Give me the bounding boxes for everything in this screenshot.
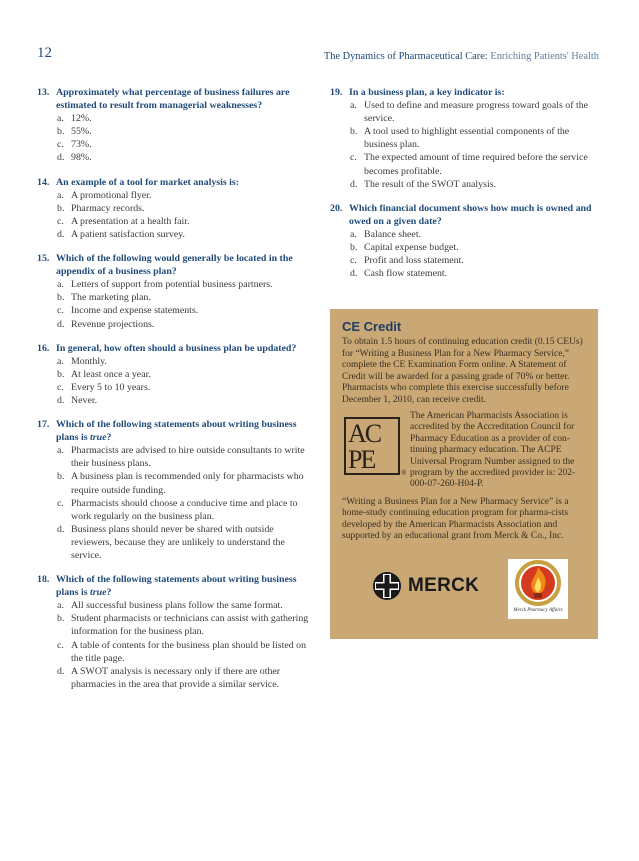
option-letter: a.	[57, 113, 64, 125]
option-text: Monthly.	[71, 355, 107, 367]
option-text: 55%.	[71, 126, 92, 138]
question-stem	[37, 86, 309, 112]
question-text: In a business plan, a key indicator is:	[349, 87, 505, 98]
option-letter: b.	[57, 202, 65, 214]
question-number: 14.	[37, 176, 50, 188]
question-number: 19.	[330, 87, 343, 98]
answer-option	[330, 228, 602, 241]
question-number: 15.	[37, 253, 50, 265]
option-text: The expected amount of time required before the service becomes profitable.	[364, 152, 588, 177]
answer-option	[37, 304, 309, 317]
option-text: Pharmacists are advised to hire outside consultants to write their business plans.	[71, 445, 305, 470]
option-letter: b.	[350, 126, 358, 138]
question-item	[37, 176, 309, 241]
option-text: Student pharmacists or technicians can assist with gathering information for the business plan.	[71, 613, 309, 638]
option-text: Capital expense budget.	[364, 242, 459, 254]
option-letter: a.	[57, 189, 64, 201]
option-letter: c.	[57, 639, 64, 651]
acpe-logo	[344, 417, 400, 475]
answer-option	[37, 612, 309, 638]
answer-option	[37, 444, 309, 470]
merck-logo	[372, 571, 479, 601]
question-number: 17.	[37, 419, 50, 431]
ce-credit-title: CE Credit	[342, 319, 402, 334]
accreditation-statement: The American Pharmacists Association is accredited by the Accreditation Council for Pharmacy Education as a provider of con-tinuing pharmacy education. The ACPE Universal Program Number assigned to the program by the accredited provider is: 202-000-07-260-H04-P.	[410, 411, 576, 490]
option-text: A SWOT analysis is necessary only if there are other pharmacies in the area that provide a similar service.	[71, 665, 281, 690]
header-title: The Dynamics of Pharmaceutical Care:	[323, 51, 488, 62]
option-text: Income and expense statements.	[71, 305, 199, 317]
option-letter: b.	[57, 471, 65, 483]
answer-option	[37, 368, 309, 381]
option-letter: c.	[57, 305, 64, 317]
answer-option	[37, 202, 309, 215]
option-letter: b.	[57, 292, 65, 304]
questions-right-column	[330, 86, 602, 291]
option-text: A tool used to highlight essential components of the business plan.	[364, 126, 570, 151]
merck-emblem-icon	[372, 571, 402, 601]
question-text: An example of a tool for market analysis is:	[56, 176, 240, 188]
question-item	[37, 86, 309, 165]
answer-option	[37, 639, 309, 665]
ce-credit-box	[330, 309, 598, 639]
question-stem	[37, 176, 309, 189]
option-text: Revenue projections.	[71, 318, 155, 330]
answer-option	[330, 241, 602, 254]
option-letter: c.	[350, 255, 357, 267]
answer-option	[37, 215, 309, 228]
option-letter: b.	[57, 368, 65, 380]
question-text: Approximately what percentage of business failures are estimated to result from managerial weaknesses?	[56, 87, 290, 112]
option-letter: a.	[350, 228, 357, 240]
option-letter: d.	[350, 178, 358, 190]
option-letter: d.	[57, 152, 65, 164]
question-stem	[37, 573, 309, 599]
option-letter: d.	[57, 228, 65, 240]
option-letter: d.	[57, 318, 65, 330]
option-letter: a.	[350, 100, 357, 112]
answer-option	[330, 178, 602, 191]
question-stem	[37, 252, 309, 278]
option-letter: c.	[57, 215, 64, 227]
option-text: Business plans should never be shared with outside reviewers, because they are unlikely to understand the service.	[71, 523, 285, 561]
option-letter: a.	[57, 355, 64, 367]
question-number: 18.	[37, 574, 50, 586]
option-letter: c.	[57, 497, 64, 509]
option-text: Profit and loss statement.	[364, 255, 464, 267]
option-letter: a.	[57, 600, 64, 612]
option-text: The marketing plan.	[71, 292, 151, 304]
option-text: A promotional flyer.	[71, 189, 152, 201]
answer-option	[37, 125, 309, 138]
question-text: Which of the following statements about writing business plans is true?	[56, 574, 297, 599]
question-number: 20.	[330, 202, 343, 214]
option-letter: d.	[57, 665, 65, 677]
question-item	[37, 252, 309, 331]
option-letter: c.	[350, 152, 357, 164]
answer-option	[37, 189, 309, 202]
merck-wordmark: MERCK	[408, 575, 480, 596]
question-item	[330, 202, 602, 281]
answer-option	[330, 125, 602, 151]
answer-option	[330, 267, 602, 280]
answer-option	[37, 523, 309, 562]
answer-option	[37, 291, 309, 304]
question-text: Which financial document shows how much is owned and owed on a given date?	[349, 202, 592, 227]
question-stem	[37, 418, 309, 444]
answer-option	[37, 394, 309, 407]
option-text: 73%.	[71, 139, 92, 151]
question-stem	[330, 202, 602, 228]
answer-option	[37, 665, 309, 691]
answer-option	[37, 112, 309, 125]
answer-option	[330, 151, 602, 177]
question-number: 16.	[37, 342, 50, 354]
option-text: Never.	[71, 394, 98, 406]
option-text: Used to define and measure progress toward goals of the service.	[364, 100, 589, 125]
option-text: A business plan is recommended only for pharmacists who require outside funding.	[71, 471, 304, 496]
flame-seal-icon	[508, 559, 568, 609]
answer-option	[37, 355, 309, 368]
acpe-logo-bottom: PE	[348, 445, 375, 474]
acpe-logo-top: AC	[348, 419, 381, 448]
answer-option	[37, 470, 309, 496]
option-letter: c.	[57, 139, 64, 151]
home-study-statement: “Writing a Business Plan for a New Pharmacy Service” is a home-study continuing education program for pharma-cists developed by the American Pharmacists Association and supported by an educational grant from Merck & Co., Inc.	[342, 497, 569, 542]
question-stem	[330, 86, 602, 99]
option-text: 12%.	[71, 113, 92, 125]
option-letter: d.	[57, 394, 65, 406]
ce-credit-instructions: To obtain 1.5 hours of continuing education credit (0.15 CEUs) for “Writing a Business Plan for a New Pharmacy Service,” complete the CE Examination Form online. A Statement of Credit will be awarded for a passing grade of 70% or better. Pharmacists who complete this exercise successfully before December 1, 2010, can receive credit.	[342, 337, 583, 405]
option-letter: b.	[350, 242, 358, 254]
option-letter: a.	[57, 445, 64, 457]
registered-mark: ®	[401, 469, 407, 477]
option-text: A table of contents for the business plan should be listed on the title page.	[71, 639, 307, 664]
answer-option	[37, 318, 309, 331]
answer-option	[37, 228, 309, 241]
option-text: 98%.	[71, 152, 92, 164]
option-letter: d.	[350, 268, 358, 280]
question-item	[37, 418, 309, 562]
question-number: 13.	[37, 87, 50, 98]
seal-caption: Merck Pharmacy Affairs	[513, 608, 563, 613]
answer-option	[37, 138, 309, 151]
option-text: Balance sheet.	[364, 228, 422, 240]
question-stem	[37, 342, 309, 355]
option-text: At least once a year.	[71, 368, 151, 380]
option-text: Pharmacy records.	[71, 202, 145, 214]
answer-option	[37, 599, 309, 612]
answer-option	[330, 99, 602, 125]
option-text: All successful business plans follow the same format.	[71, 600, 283, 612]
question-item	[330, 86, 602, 191]
option-letter: a.	[57, 279, 64, 291]
option-letter: c.	[57, 381, 64, 393]
question-text: In general, how often should a business plan be updated?	[56, 342, 297, 354]
answer-option	[330, 254, 602, 267]
question-item	[37, 573, 309, 691]
header-subtitle: Enriching Patients' Health	[487, 51, 599, 62]
question-text: Which of the following would generally be located in the appendix of a business plan?	[56, 253, 293, 278]
questions-left-column	[37, 86, 309, 702]
option-text: Every 5 to 10 years.	[71, 381, 151, 393]
answer-option	[37, 151, 309, 164]
answer-option	[37, 497, 309, 523]
option-text: Pharmacists should choose a conducive time and place to work regularly on the business plan.	[71, 497, 298, 522]
answer-option	[37, 381, 309, 394]
question-text: Which of the following statements about writing business plans is true?	[56, 419, 297, 444]
emphasis: true	[90, 432, 107, 444]
page-number: 12	[37, 45, 52, 61]
option-letter: b.	[57, 613, 65, 625]
option-text: The result of the SWOT analysis.	[364, 178, 497, 190]
option-text: Cash flow statement.	[364, 268, 448, 280]
question-item	[37, 342, 309, 407]
emphasis: true	[90, 587, 107, 599]
option-text: A presentation at a health fair.	[71, 215, 190, 227]
option-letter: d.	[57, 523, 65, 535]
option-text: A patient satisfaction survey.	[71, 228, 185, 240]
running-header	[324, 51, 599, 62]
answer-option	[37, 278, 309, 291]
option-text: Letters of support from potential business partners.	[71, 279, 273, 291]
option-letter: b.	[57, 126, 65, 138]
